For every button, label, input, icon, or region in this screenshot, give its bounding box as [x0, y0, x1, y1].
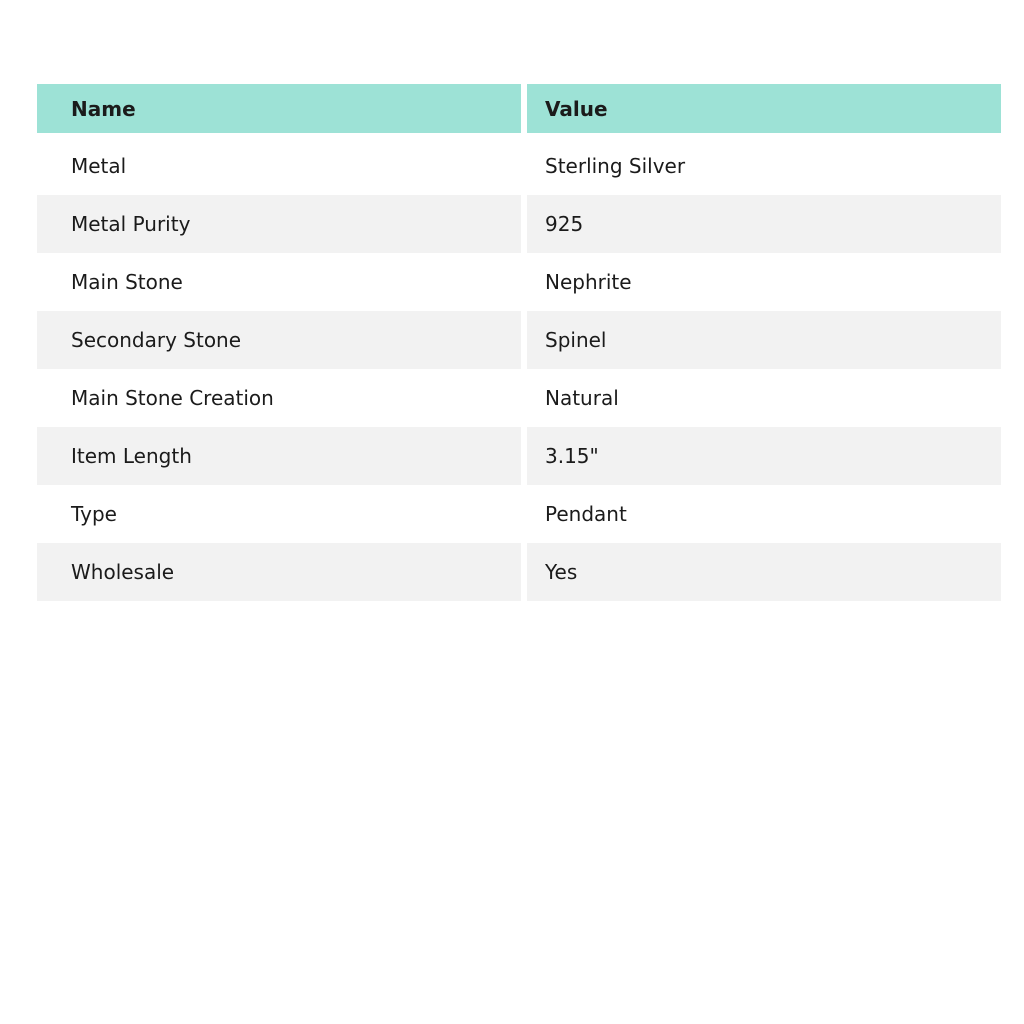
table-row	[37, 311, 1001, 369]
attribute-name-cell: Item Length	[37, 427, 521, 485]
attribute-value-cell: Yes	[527, 543, 1001, 601]
attribute-value-cell: Natural	[527, 369, 1001, 427]
table-row	[37, 137, 1001, 195]
header-cell-name: Name	[37, 84, 521, 133]
table-row	[37, 195, 1001, 253]
attribute-name-cell: Main Stone Creation	[37, 369, 521, 427]
table-body	[37, 137, 1001, 601]
attribute-name-cell: Metal	[37, 137, 521, 195]
table-row	[37, 543, 1001, 601]
attribute-value-cell: Spinel	[527, 311, 1001, 369]
table-row	[37, 369, 1001, 427]
header-cell-value: Value	[527, 84, 1001, 133]
attribute-value-cell: Sterling Silver	[527, 137, 1001, 195]
product-attributes-table	[37, 84, 1001, 601]
attribute-name-cell: Metal Purity	[37, 195, 521, 253]
attribute-name-cell: Secondary Stone	[37, 311, 521, 369]
attribute-name-cell: Wholesale	[37, 543, 521, 601]
table-row	[37, 427, 1001, 485]
attribute-name-cell: Type	[37, 485, 521, 543]
attribute-value-cell: 3.15"	[527, 427, 1001, 485]
attribute-value-cell: Pendant	[527, 485, 1001, 543]
attribute-value-cell: 925	[527, 195, 1001, 253]
table-header-row	[37, 84, 1001, 133]
attribute-name-cell: Main Stone	[37, 253, 521, 311]
table-row	[37, 485, 1001, 543]
table-row	[37, 253, 1001, 311]
attribute-value-cell: Nephrite	[527, 253, 1001, 311]
